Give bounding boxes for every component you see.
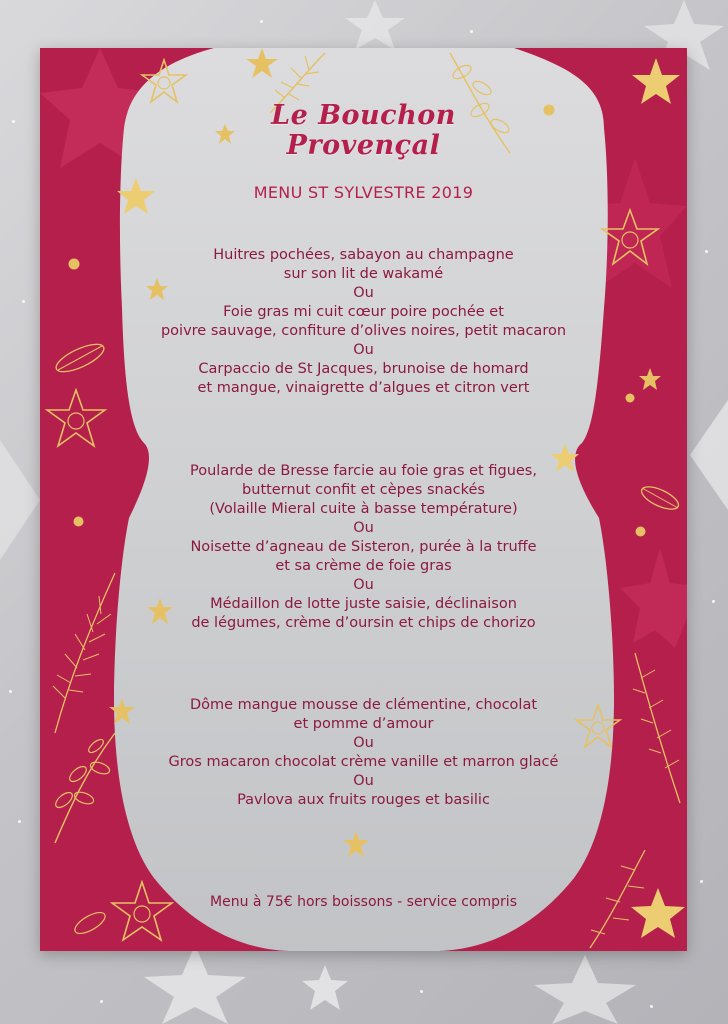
background-star-icon <box>340 0 410 50</box>
list-item: Dôme mangue mousse de clémentine, chocolat <box>189 697 538 713</box>
menu-card <box>40 48 687 951</box>
list-item: et pomme d’amour <box>293 716 434 732</box>
list-item: et mangue, vinaigrette d’algues et citron vert <box>197 380 530 396</box>
separator-ou: Ou <box>353 735 374 751</box>
list-item: Poularde de Bresse farcie au foie gras et figues, <box>190 463 537 479</box>
plats-section <box>40 462 687 633</box>
desserts-section <box>40 696 687 810</box>
list-item: Pavlova aux fruits rouges et basilic <box>237 792 490 808</box>
background-star-icon <box>300 965 350 1010</box>
list-item: et sa crème de foie gras <box>275 558 452 574</box>
background-star-icon <box>530 955 640 1024</box>
list-item: Médaillon de lotte juste saisie, déclinaison <box>210 596 517 612</box>
separator-ou: Ou <box>353 773 374 789</box>
list-item: Foie gras mi cuit cœur poire pochée et <box>223 304 504 320</box>
background-star-icon <box>690 400 728 510</box>
background-star-icon <box>140 945 250 1024</box>
list-item: Noisette d’agneau de Sisteron, purée à la truffe <box>190 539 537 555</box>
entrees-section <box>40 246 687 398</box>
restaurant-name-line1: Le Bouchon <box>271 100 456 131</box>
menu-title: MENU ST SYLVESTRE 2019 <box>253 183 474 202</box>
separator-ou: Ou <box>353 577 374 593</box>
separator-ou: Ou <box>353 520 374 536</box>
separator-ou: Ou <box>353 342 374 358</box>
background-star-icon <box>0 440 40 560</box>
list-item: Huitres pochées, sabayon au champagne <box>213 247 514 263</box>
list-item: butternut confit et cèpes snackés <box>242 482 485 498</box>
separator-ou: Ou <box>353 285 374 301</box>
list-item: poivre sauvage, confiture d’olives noires, petit macaron <box>160 323 567 339</box>
list-item: de légumes, crème d’oursin et chips de chorizo <box>191 615 536 631</box>
list-item: sur son lit de wakamé <box>283 266 444 282</box>
list-item: Carpaccio de St Jacques, brunoise de homard <box>198 361 529 377</box>
list-item: (Volaille Mieral cuite à basse température) <box>209 501 518 517</box>
restaurant-name-line2: Provençal <box>286 130 441 161</box>
list-item: Gros macaron chocolat crème vanille et marron glacé <box>168 754 559 770</box>
price-note: Menu à 75€ hors boissons - service compris <box>210 894 517 910</box>
